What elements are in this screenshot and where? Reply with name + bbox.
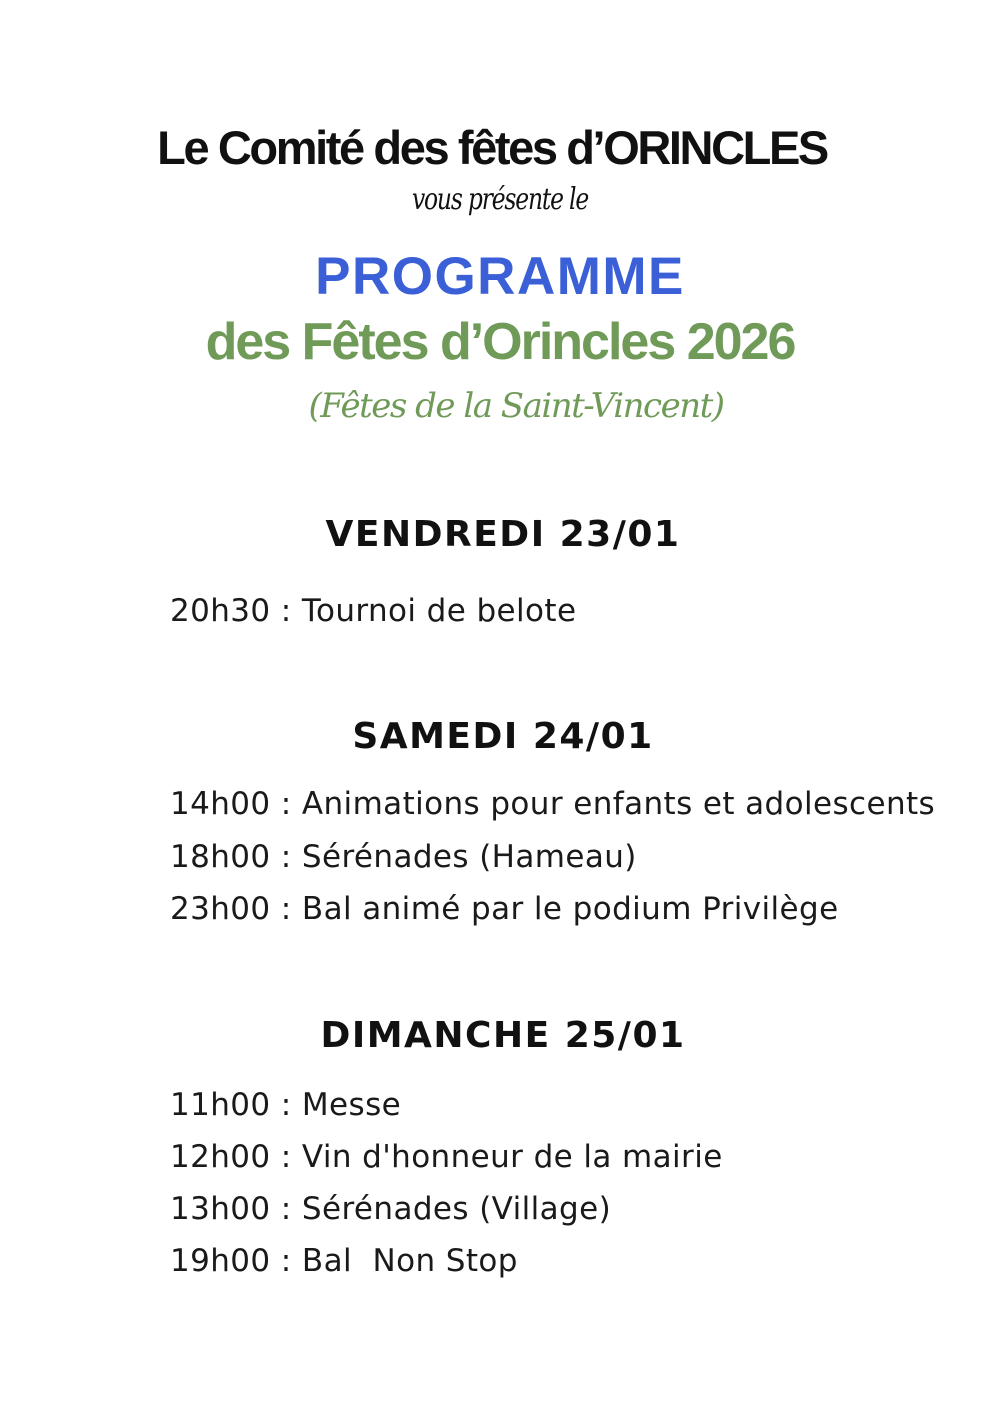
- event-item: [170, 839, 637, 875]
- day-heading-friday: VENDREDI 23/01: [325, 514, 681, 555]
- event-time: 11h00: [170, 1087, 271, 1123]
- event-time: 18h00: [170, 839, 271, 875]
- event-item: [170, 891, 839, 927]
- event-separator: :: [270, 839, 302, 875]
- event-label: Vin d'honneur de la mairie: [301, 1139, 723, 1175]
- event-time: 13h00: [170, 1191, 271, 1227]
- event-label: Bal animé par le podium Privilège: [301, 891, 839, 927]
- event-time: 14h00: [170, 786, 271, 822]
- day-heading-saturday: SAMEDI 24/01: [352, 716, 654, 757]
- event-time: 12h00: [170, 1139, 271, 1175]
- event-label: Tournoi de belote: [301, 593, 577, 629]
- event-item: [170, 1139, 723, 1175]
- event-separator: :: [270, 1243, 302, 1279]
- event-item: [170, 786, 935, 822]
- programme-heading: PROGRAMME: [315, 247, 685, 306]
- festival-subtitle: (Fêtes de la Saint-Vincent): [308, 386, 724, 426]
- festival-name: des Fêtes d’Orincles 2026: [205, 313, 795, 371]
- event-separator: :: [270, 1087, 302, 1123]
- event-separator: :: [270, 1191, 302, 1227]
- day-heading-sunday: DIMANCHE 25/01: [320, 1015, 686, 1056]
- event-label: Animations pour enfants et adolescents: [301, 786, 936, 822]
- event-time: 20h30: [170, 593, 271, 629]
- event-label: Sérénades (Hameau): [301, 839, 637, 875]
- presents-line: vous présente le: [411, 182, 589, 217]
- event-item: [170, 1191, 611, 1227]
- organizer-title: Le Comité des fêtes d’ORINCLES: [157, 121, 827, 174]
- event-separator: :: [270, 1139, 302, 1175]
- event-label: Sérénades (Village): [301, 1191, 612, 1227]
- event-time: 23h00: [170, 891, 271, 927]
- event-label: Messe: [301, 1087, 402, 1123]
- event-item: [170, 593, 576, 629]
- event-time: 19h00: [170, 1243, 271, 1279]
- event-separator: :: [270, 891, 302, 927]
- event-item: [170, 1243, 518, 1279]
- event-label: Bal Non Stop: [301, 1243, 518, 1279]
- event-separator: :: [270, 786, 302, 822]
- event-separator: :: [270, 593, 302, 629]
- event-item: [170, 1087, 401, 1123]
